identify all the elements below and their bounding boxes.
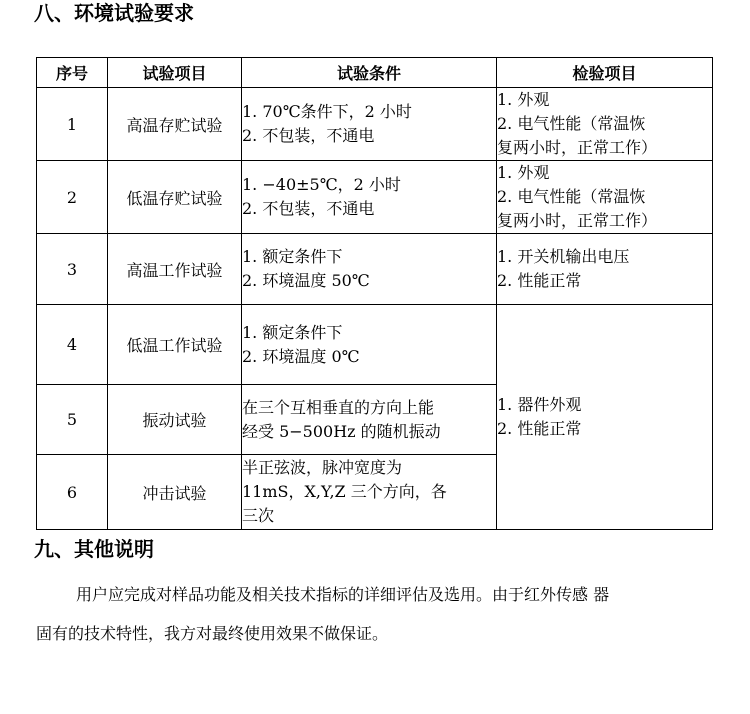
header-inspection-items: 检验项目 (497, 58, 713, 88)
table-header-row (37, 58, 713, 88)
environment-test-table (36, 57, 713, 530)
inspection-line: 2. 电气性能（常温恢 (497, 114, 646, 133)
row-test-item: 高温存贮试验 (108, 88, 242, 161)
header-test-item: 试验项目 (108, 58, 242, 88)
condition-line: 2. 环境温度 0℃ (242, 346, 360, 366)
row-inspection (497, 88, 713, 161)
table-row (37, 305, 713, 385)
row-conditions (242, 234, 497, 305)
row-test-item: 高温工作试验 (108, 234, 242, 305)
row-conditions (242, 385, 497, 455)
inspection-line: 2. 性能正常 (497, 419, 582, 438)
row-conditions (242, 305, 497, 385)
row-test-item: 振动试验 (108, 385, 242, 455)
notes-line-1: 用户应完成对样品功能及相关技术指标的详细评估及选用。由于红外传感 器 (76, 585, 610, 604)
inspection-line: 1. 器件外观 (497, 395, 582, 414)
inspection-line: 2. 性能正常 (497, 271, 582, 290)
inspection-line: 1. 外观 (497, 90, 550, 109)
condition-line: 经受 5−500Hz 的随机振动 (242, 421, 441, 441)
row-conditions (242, 88, 497, 161)
row-test-item: 低温工作试验 (108, 305, 242, 385)
inspection-line: 1. 开关机输出电压 (497, 247, 630, 266)
row-number: 1 (37, 88, 108, 161)
row-test-item: 低温存贮试验 (108, 161, 242, 234)
condition-line: 半正弦波，脉冲宽度为 (242, 458, 403, 477)
condition-line: 1. −40±5℃，2 小时 (242, 175, 401, 194)
condition-line: 1. 70℃条件下，2 小时 (242, 102, 412, 121)
header-test-conditions: 试验条件 (242, 58, 497, 88)
row-number: 4 (37, 305, 108, 385)
row-number: 6 (37, 455, 108, 530)
inspection-line: 1. 外观 (497, 163, 550, 182)
section-8-title: 八、环境试验要求 (34, 1, 194, 25)
row-inspection (497, 161, 713, 234)
header-no: 序号 (37, 58, 108, 88)
table-row (37, 161, 713, 234)
row-inspection (497, 305, 713, 530)
condition-line: 2. 不包装，不通电 (242, 126, 375, 145)
row-number: 2 (37, 161, 108, 234)
inspection-line: 复两小时，正常工作） (497, 138, 658, 157)
condition-line: 2. 环境温度 50℃ (242, 271, 370, 290)
condition-line: 1. 额定条件下 (242, 247, 343, 266)
table-row (37, 88, 713, 161)
row-test-item: 冲击试验 (108, 455, 242, 530)
condition-line: 2. 不包装，不通电 (242, 199, 375, 218)
condition-line: 11mS，X,Y,Z 三个方向，各 (242, 482, 447, 501)
row-conditions (242, 455, 497, 530)
inspection-line: 2. 电气性能（常温恢 (497, 187, 646, 206)
section-9-title: 九、其他说明 (34, 537, 154, 561)
notes-line-2: 固有的技术特性，我方对最终使用效果不做保证。 (36, 624, 389, 643)
condition-line: 三次 (242, 506, 275, 525)
table-row (37, 234, 713, 305)
row-number: 3 (37, 234, 108, 305)
row-conditions (242, 161, 497, 234)
condition-line: 在三个互相垂直的方向上能 (242, 397, 435, 417)
condition-line: 1. 额定条件下 (242, 322, 343, 342)
inspection-line: 复两小时，正常工作） (497, 211, 658, 230)
row-number: 5 (37, 385, 108, 455)
row-inspection (497, 234, 713, 305)
